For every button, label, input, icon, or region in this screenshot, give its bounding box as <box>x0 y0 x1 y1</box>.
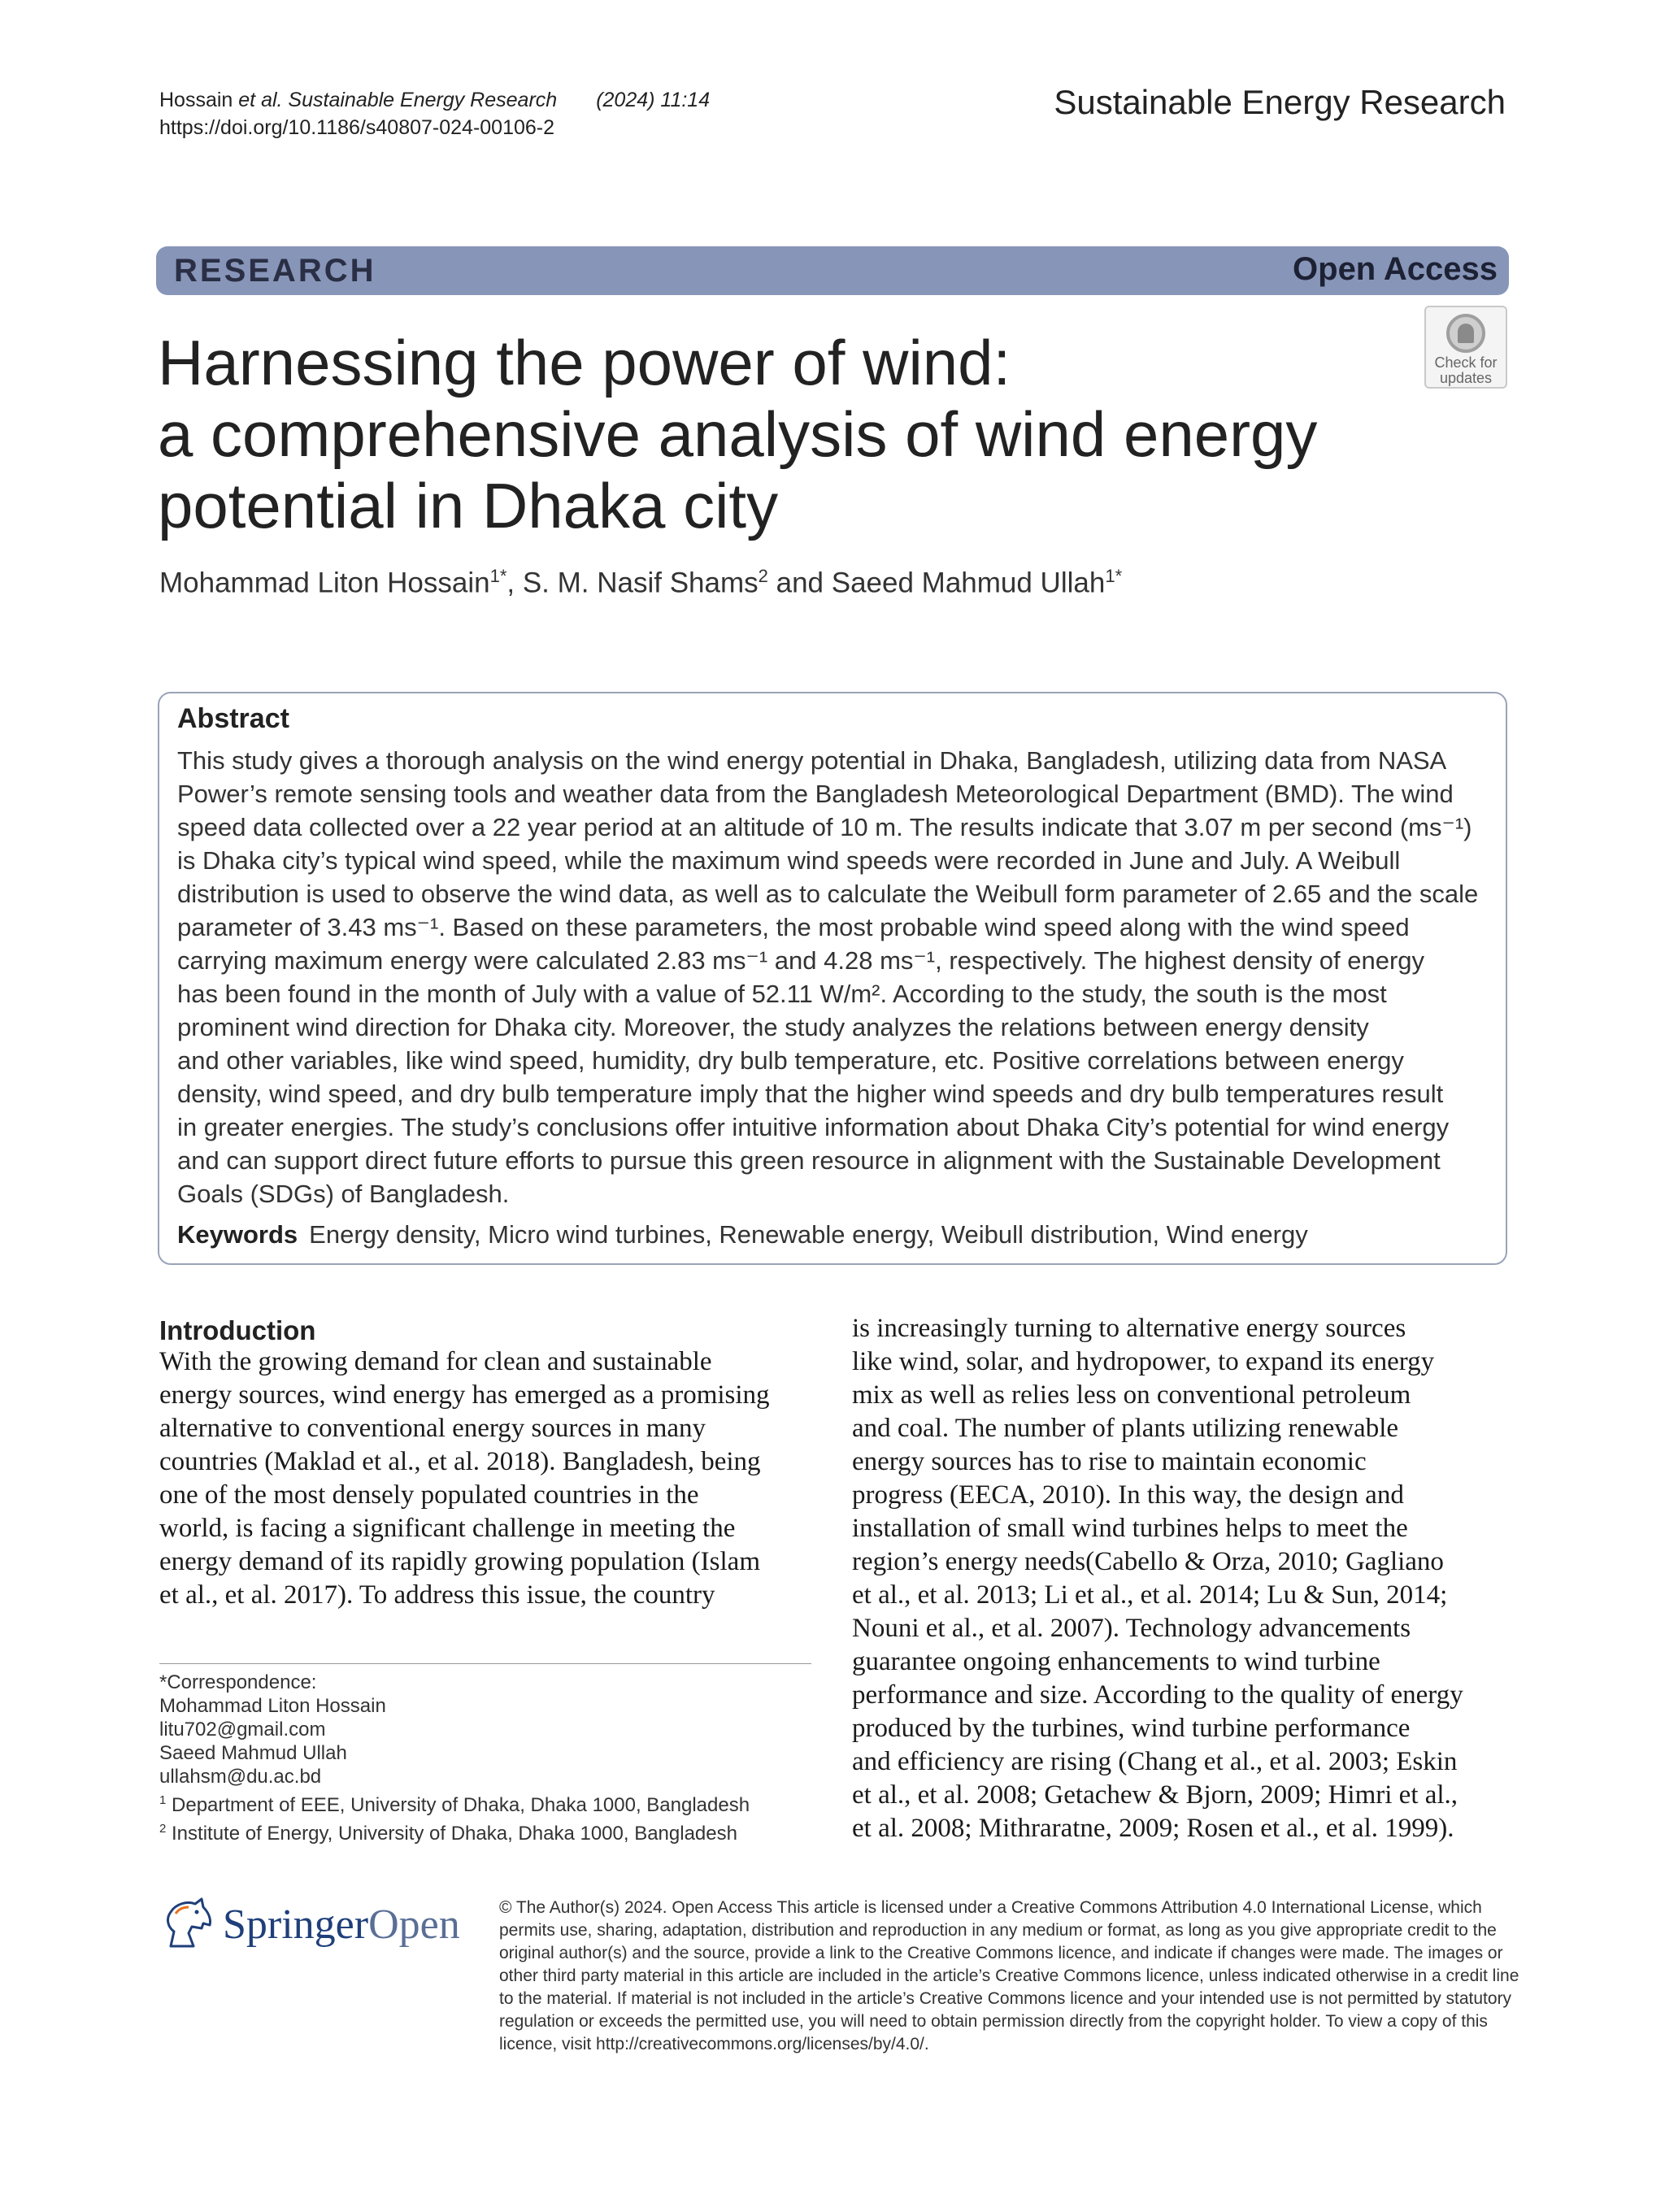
author-list <box>159 566 1122 600</box>
license-line: © The Author(s) 2024. Open Access This article is licensed under a Creative Commons Attribution 4.0 International License, which <box>499 1898 1482 1917</box>
affiliation <box>159 1788 750 1817</box>
springer-wordmark <box>223 1901 460 1949</box>
body-line: progress (EECA, 2010). In this way, the design and <box>852 1480 1404 1510</box>
open-word: Open <box>368 1901 460 1948</box>
body-line: performance and size. According to the quality of energy <box>852 1680 1463 1710</box>
correspondence-block <box>159 1671 750 1845</box>
check-for-updates-button[interactable] <box>1424 306 1507 389</box>
body-line: et al., et al. 2017). To address this issue, the country <box>159 1580 715 1610</box>
license-line: original author(s) and the source, provide a link to the Creative Commons licence, and indicate if changes were made. The images or <box>499 1944 1503 1962</box>
body-line: et al., et al. 2013; Li et al., et al. 2014; Lu & Sun, 2014; <box>852 1580 1448 1610</box>
body-line: With the growing demand for clean and sustainable <box>159 1347 712 1376</box>
body-line: region’s energy needs(Cabello & Orza, 2010; Gagliano <box>852 1547 1444 1576</box>
body-line: produced by the turbines, wind turbine performance <box>852 1714 1411 1743</box>
abstract-box <box>158 692 1507 1265</box>
citation-year: (2024) 11:14 <box>596 89 711 111</box>
license-line: permits use, sharing, adaptation, distribution and reproduction in any medium or format, as long as you give appropriate credit to the <box>499 1921 1497 1940</box>
article-title <box>158 327 1393 541</box>
correspondent-email[interactable]: ullahsm@du.ac.bd <box>159 1766 322 1788</box>
affiliation-number: 1 <box>159 1793 167 1807</box>
author-name: , S. M. Nasif Shams <box>506 567 759 599</box>
body-line: et al., et al. 2008; Getachew & Bjorn, 2009; Himri et al., <box>852 1780 1459 1810</box>
body-line: guarantee ongoing enhancements to wind turbine <box>852 1647 1380 1676</box>
citation-author: Hossain <box>159 89 233 111</box>
section-heading-introduction: Introduction <box>159 1315 316 1345</box>
abstract-body <box>177 744 1494 1210</box>
article-type-banner <box>156 246 1509 295</box>
intro-column-left <box>159 1345 811 1612</box>
author-name: Mohammad Liton Hossain <box>159 567 490 599</box>
body-line: and efficiency are rising (Chang et al., et al. 2003; Eskin <box>852 1747 1458 1776</box>
citation-journal: et al. Sustainable Energy Research <box>238 89 558 111</box>
body-line: energy sources has to rise to maintain economic <box>852 1447 1367 1476</box>
author-affiliation-mark: 1* <box>489 566 507 586</box>
running-header <box>159 86 710 141</box>
body-line: one of the most densely populated countries in the <box>159 1480 699 1510</box>
license-line: to the material. If material is not included in the article’s Creative Commons licence and your intended use is not permitted by statutory <box>499 1989 1512 2008</box>
abstract-line: and other variables, like wind speed, humidity, dry bulb temperature, etc. Positive correlations between energy <box>177 1046 1404 1075</box>
license-line[interactable]: licence, visit http://creativecommons.org/licenses/by/4.0/. <box>499 2035 929 2053</box>
check-updates-text <box>1426 355 1506 386</box>
body-line: energy sources, wind energy has emerged as a promising <box>159 1380 770 1410</box>
correspondent-name: Saeed Mahmud Ullah <box>159 1742 347 1764</box>
abstract-line: is Dhaka city’s typical wind speed, while the maximum wind speeds were recorded in June and July. A Weibull <box>177 846 1401 875</box>
springer-word: Springer <box>223 1901 369 1948</box>
author-affiliation-mark: 1* <box>1105 566 1123 586</box>
correspondent-name: Mohammad Liton Hossain <box>159 1695 386 1717</box>
author-name: and Saeed Mahmud Ullah <box>767 567 1106 599</box>
body-line: is increasingly turning to alternative energy sources <box>852 1314 1406 1343</box>
article-type: RESEARCH <box>174 253 376 289</box>
license-text <box>499 1897 1519 2056</box>
body-line: alternative to conventional energy sources in many <box>159 1414 706 1443</box>
abstract-heading: Abstract <box>177 703 289 734</box>
footnote-divider <box>159 1663 811 1664</box>
abstract-line: density, wind speed, and dry bulb temperature imply that the higher wind speeds and dry bulb temperatures result <box>177 1080 1444 1108</box>
body-line: world, is facing a significant challenge in meeting the <box>159 1514 736 1543</box>
title-line: Harnessing the power of wind: <box>158 327 1011 398</box>
body-line: energy demand of its rapidly growing population (Islam <box>159 1547 760 1576</box>
abstract-line: in greater energies. The study’s conclusions offer intuitive information about Dhaka City’s potential for wind energy <box>177 1113 1450 1141</box>
abstract-line: Power’s remote sensing tools and weather data from the Bangladesh Meteorological Department (BMD). The wind <box>177 780 1454 808</box>
keywords-list: Energy density, Micro wind turbines, Renewable energy, Weibull distribution, Wind energy <box>309 1220 1308 1249</box>
keywords <box>177 1220 1308 1249</box>
abstract-line: has been found in the month of July with a value of 52.11 W/m². According to the study, the south is the most <box>177 980 1387 1008</box>
citation <box>159 86 710 114</box>
abstract-line: Goals (SDGs) of Bangladesh. <box>177 1180 510 1208</box>
open-access-label: Open Access <box>1293 251 1498 287</box>
horse-head-icon <box>159 1896 216 1953</box>
body-line: and coal. The number of plants utilizing renewable <box>852 1414 1399 1443</box>
bookmark-icon <box>1446 314 1485 353</box>
author-affiliation-mark: 2 <box>758 566 768 586</box>
abstract-line: distribution is used to observe the wind data, as well as to calculate the Weibull form parameter of 2.65 and the scale <box>177 880 1479 908</box>
journal-name: Sustainable Energy Research <box>1054 83 1506 121</box>
affiliation-number: 2 <box>159 1822 167 1836</box>
abstract-line: carrying maximum energy were calculated 2.83 ms⁻¹ and 4.28 ms⁻¹, respectively. The highest density of energy <box>177 946 1425 975</box>
affiliation <box>159 1817 750 1845</box>
abstract-line: and can support direct future efforts to pursue this green resource in alignment with the Sustainable Development <box>177 1146 1441 1175</box>
abstract-line: speed data collected over a 22 year period at an altitude of 10 m. The results indicate that 3.07 m per second (ms⁻¹) <box>177 813 1472 841</box>
affiliation-text: Institute of Energy, University of Dhaka, Dhaka 1000, Bangladesh <box>166 1823 737 1845</box>
license-line: other third party material in this article are included in the article’s Creative Commons licence, unless indicated otherwise in a credit line <box>499 1966 1519 1985</box>
body-line: mix as well as relies less on conventional petroleum <box>852 1380 1411 1410</box>
body-line: countries (Maklad et al., et al. 2018). Bangladesh, being <box>159 1447 761 1476</box>
title-line: potential in Dhaka city <box>158 470 779 541</box>
intro-column-right <box>852 1312 1507 1845</box>
correspondent-email[interactable]: litu702@gmail.com <box>159 1719 326 1740</box>
abstract-line: prominent wind direction for Dhaka city. Moreover, the study analyzes the relations between energy density <box>177 1013 1369 1041</box>
check-updates-line2: updates <box>1439 370 1493 386</box>
doi-link[interactable]: https://doi.org/10.1186/s40807-024-00106-2 <box>159 116 555 139</box>
springer-open-logo <box>159 1894 468 1951</box>
license-line: regulation or exceeds the permitted use, you will need to obtain permission directly from the copyright holder. To view a copy of this <box>499 2012 1488 2031</box>
body-line: Nouni et al., et al. 2007). Technology advancements <box>852 1614 1411 1643</box>
correspondence-label: *Correspondence: <box>159 1671 317 1693</box>
body-line: installation of small wind turbines helps to meet the <box>852 1514 1408 1543</box>
abstract-line: This study gives a thorough analysis on the wind energy potential in Dhaka, Bangladesh, utilizing data from NASA <box>177 746 1447 775</box>
affiliation-text: Department of EEE, University of Dhaka, Dhaka 1000, Bangladesh <box>166 1794 750 1816</box>
abstract-line: parameter of 3.43 ms⁻¹. Based on these parameters, the most probable wind speed along with the wind speed <box>177 913 1410 941</box>
check-updates-line1: Check for <box>1434 354 1498 371</box>
body-line: et al. 2008; Mithraratne, 2009; Rosen et al., et al. 1999). <box>852 1814 1454 1843</box>
title-line: a comprehensive analysis of wind energy <box>158 398 1318 470</box>
keywords-label: Keywords <box>177 1220 298 1249</box>
body-line: like wind, solar, and hydropower, to expand its energy <box>852 1347 1435 1376</box>
